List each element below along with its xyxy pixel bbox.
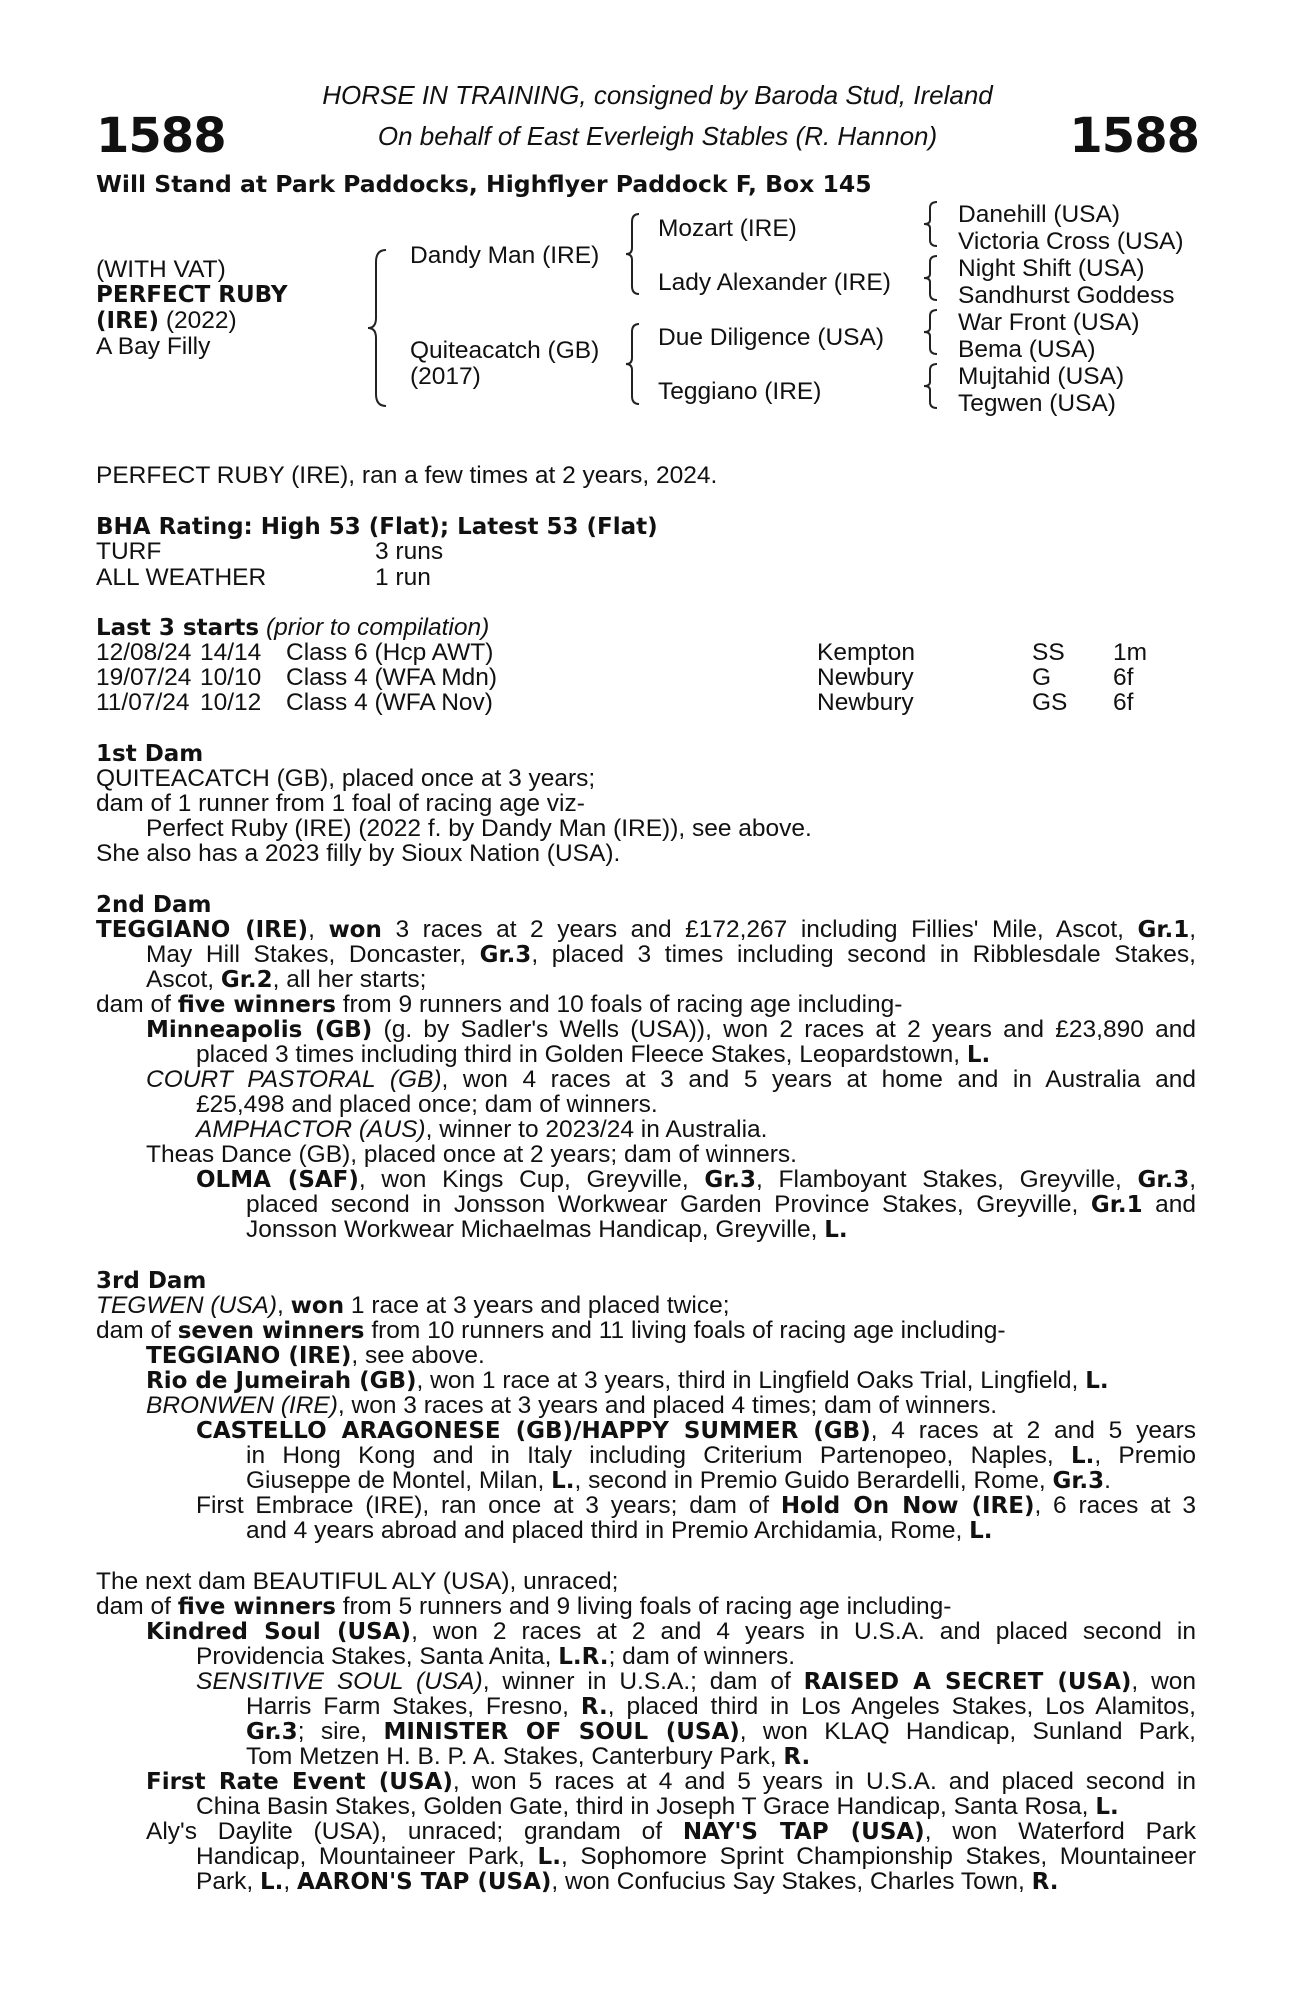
text: ,	[277, 1292, 284, 1319]
text: in Hong Kong and in Italy including Criterium Partenopeo, Naples,	[246, 1442, 1054, 1469]
text: Park,	[196, 1868, 254, 1895]
listed: L.	[966, 1042, 991, 1068]
nays-tap-line-1	[196, 1844, 1196, 1870]
text: , won Waterford Park	[924, 1818, 1197, 1845]
text: from 10 runners and 11 living foals of racing age including-	[371, 1317, 1006, 1344]
restricted: R.	[783, 1744, 811, 1770]
text: First Embrace (IRE), ran once at 3 years; dam of	[196, 1492, 770, 1519]
first-dam-line: She also has a 2023 filly by Sioux Nation (USA).	[96, 840, 621, 867]
start-position: 14/14	[200, 639, 262, 666]
text: ,	[283, 1868, 291, 1895]
pedigree-brace-sire	[624, 212, 642, 296]
listed: L.	[551, 1468, 575, 1494]
sensitive-soul-line	[196, 1669, 1196, 1695]
pedigree-sire-dam: Lady Alexander (IRE)	[658, 269, 891, 296]
rating-runs-turf: 3 runs	[375, 538, 444, 565]
minneapolis-line-2	[196, 1042, 990, 1068]
pedigree-sds: Night Shift (USA)	[958, 255, 1145, 282]
text: Giuseppe de Montel, Milan,	[246, 1467, 545, 1494]
dam-of-line	[96, 1594, 951, 1620]
theas-dance-line: Theas Dance (GB), placed once at 2 years; dam of winners.	[146, 1141, 797, 1168]
raised-secret-line-2	[246, 1719, 1196, 1745]
bronwen-line	[146, 1393, 997, 1419]
text: from 9 runners and 10 foals of racing age including-	[342, 991, 903, 1018]
horse-name: RAISED A SECRET (USA)	[803, 1669, 1132, 1695]
horse-name: First Rate Event (USA)	[146, 1769, 453, 1795]
start-date: 12/08/24	[96, 639, 192, 666]
next-dam-line: The next dam BEAUTIFUL ALY (USA), unraced;	[96, 1568, 619, 1595]
behalf-line: On behalf of East Everleigh Stables (R. Hannon)	[377, 121, 938, 151]
teggiano-ref-line	[146, 1343, 485, 1369]
first-rate-line-2	[196, 1794, 1119, 1820]
tegwen-line	[96, 1293, 730, 1319]
horse-name: PERFECT RUBY	[96, 282, 288, 308]
listed: L.	[1070, 1443, 1095, 1469]
horse-description: A Bay Filly	[96, 333, 211, 360]
dam-of-line	[96, 1318, 1006, 1344]
grade: Gr.3	[1052, 1468, 1105, 1494]
text: placed 3 times including third in Golden Fleece Stakes, Leopardstown,	[196, 1041, 961, 1068]
grade: Gr.1	[1090, 1192, 1143, 1218]
text: , Premio	[1094, 1442, 1197, 1469]
horse-name: Hold On Now (IRE)	[780, 1493, 1035, 1519]
pedigree-ssd: Victoria Cross (USA)	[958, 228, 1184, 255]
horse-name: SENSITIVE SOUL (USA)	[196, 1668, 483, 1695]
pedigree-brace-3	[922, 308, 940, 356]
text: from 5 runners and 9 living foals of racing age including-	[342, 1593, 952, 1620]
start-course: Newbury	[817, 689, 914, 716]
castello-line-3	[246, 1468, 1111, 1494]
dam-of-line	[96, 992, 902, 1018]
pedigree-dam-dam: Teggiano (IRE)	[658, 378, 822, 405]
text: , second in Premio Guido Berardelli, Rome,	[574, 1467, 1046, 1494]
listed: L.	[969, 1518, 993, 1544]
text: , 6 races at 3	[1034, 1492, 1196, 1519]
text: , 4 races at 2 and 5 years	[870, 1417, 1196, 1444]
horse-origin-year	[96, 308, 237, 334]
text: dam of	[96, 1317, 171, 1344]
first-embrace-line-2	[246, 1518, 993, 1544]
winner-count: five winners	[177, 1594, 336, 1620]
grade: Gr.2	[220, 967, 273, 993]
pedigree-sire-sire: Mozart (IRE)	[658, 215, 797, 242]
vat-label: (WITH VAT)	[96, 256, 226, 283]
rio-de-jumeirah-line	[146, 1368, 1109, 1394]
text: ; dam of winners.	[608, 1643, 796, 1670]
start-date: 19/07/24	[96, 664, 192, 691]
pedigree-dam-year: (2017)	[410, 363, 481, 390]
start-distance: 6f	[1113, 664, 1134, 691]
last-starts-note: (prior to compilation)	[265, 614, 490, 641]
castello-line-2	[246, 1443, 1196, 1469]
grade: Gr.3	[1137, 1167, 1190, 1193]
horse-name: CASTELLO ARAGONESE (GB)/HAPPY SUMMER (GB)	[196, 1418, 871, 1444]
race-summary: PERFECT RUBY (IRE), ran a few times at 2 years, 2024.	[96, 462, 718, 489]
text: .	[1104, 1467, 1111, 1494]
text: , all her starts;	[272, 966, 427, 993]
minister-soul-line	[246, 1744, 810, 1770]
start-class: Class 6 (Hcp AWT)	[286, 639, 494, 666]
first-embrace-line-1	[196, 1493, 1196, 1519]
horse-name: AARON'S TAP (USA)	[297, 1869, 552, 1895]
first-dam-heading: 1st Dam	[96, 741, 204, 767]
pedigree-sire: Dandy Man (IRE)	[410, 242, 600, 269]
first-dam-line: dam of 1 runner from 1 foal of racing age viz-	[96, 790, 585, 817]
text: 3 races at 2 years and £172,267 including Fillies' Mile, Ascot,	[395, 916, 1124, 943]
listed: L.	[260, 1869, 284, 1895]
restricted: R.	[1031, 1869, 1059, 1895]
text: ; sire,	[297, 1718, 368, 1745]
text: , placed 3 times including second in Ribblesdale Stakes,	[531, 941, 1196, 968]
nays-tap-line-2	[196, 1869, 1059, 1895]
grade: Gr.1	[1137, 917, 1190, 943]
text: dam of	[96, 991, 171, 1018]
pedigree-dsd: Bema (USA)	[958, 336, 1096, 363]
horse-name: AMPHACTOR (AUS)	[196, 1116, 426, 1143]
start-position: 10/10	[200, 664, 262, 691]
pedigree-brace-2	[922, 254, 940, 302]
horse-name: TEGGIANO (IRE)	[146, 1343, 352, 1369]
rating-runs-aw: 1 run	[375, 564, 431, 591]
text: Aly's Daylite (USA), unraced; grandam of	[146, 1818, 663, 1845]
text: , winner to 2023/24 in Australia.	[425, 1116, 768, 1143]
pedigree-brace-4	[922, 362, 940, 410]
text: , won Kings Cup, Greyville,	[358, 1166, 689, 1193]
listed: L.	[537, 1844, 561, 1870]
winner-count: seven winners	[177, 1318, 365, 1344]
court-pastoral-line-2: £25,498 and placed once; dam of winners.	[196, 1091, 658, 1118]
text: and 4 years abroad and placed third in Premio Archidamia, Rome,	[246, 1517, 963, 1544]
last-starts-heading	[96, 615, 489, 641]
rating-surface-aw: ALL WEATHER	[96, 564, 267, 591]
text: , won 2 races at 2 and 4 years in U.S.A. and placed second in	[411, 1618, 1196, 1645]
horse-name: OLMA (SAF)	[196, 1167, 359, 1193]
text: , won 3 races at 3 years and placed 4 times; dam of winners.	[337, 1392, 998, 1419]
text: ,	[1189, 916, 1197, 943]
start-distance: 1m	[1113, 639, 1148, 666]
start-course: Newbury	[817, 664, 914, 691]
text: May Hill Stakes, Doncaster,	[146, 941, 466, 968]
lot-number-left: 1588	[96, 108, 226, 164]
third-dam-heading: 3rd Dam	[96, 1268, 207, 1294]
text: Handicap, Mountaineer Park,	[196, 1843, 525, 1870]
second-dam-heading: 2nd Dam	[96, 892, 212, 918]
horse-name: Kindred Soul (USA)	[146, 1619, 412, 1645]
teggiano-line-3	[146, 967, 426, 993]
pedigree-sdd: Sandhurst Goddess	[958, 282, 1175, 309]
last-starts-title: Last 3 starts	[96, 615, 260, 641]
listed: L.R.	[558, 1644, 609, 1670]
text: , see above.	[351, 1342, 485, 1369]
text: , won	[1131, 1668, 1197, 1695]
alys-daylite-line	[146, 1819, 1196, 1845]
olma-line-2	[246, 1192, 1196, 1218]
pedigree-brace-1	[922, 200, 940, 248]
start-date: 11/07/24	[96, 689, 190, 716]
text: , winner in U.S.A.; dam of	[482, 1668, 791, 1695]
pedigree-brace-main	[366, 248, 390, 408]
amphactor-line	[196, 1117, 767, 1143]
pedigree-ddd: Tegwen (USA)	[958, 390, 1116, 417]
text: placed second in Jonsson Workwear Garden Province Stakes, Greyville,	[246, 1191, 1079, 1218]
grade: Gr.3	[246, 1719, 298, 1745]
listed: L.	[1095, 1794, 1119, 1820]
won-word: won	[290, 1293, 345, 1319]
pedigree-sss: Danehill (USA)	[958, 201, 1121, 228]
start-going: G	[1032, 664, 1052, 691]
kindred-soul-line-1	[146, 1619, 1196, 1645]
text: , placed third in Los Angeles Stakes, Los Alamitos,	[607, 1693, 1196, 1720]
text: ,	[1189, 1166, 1197, 1193]
raised-secret-line-1	[246, 1694, 1196, 1720]
text: 1 race at 3 years and placed twice;	[350, 1292, 730, 1319]
text: dam of	[96, 1593, 171, 1620]
text: Jonsson Workwear Michaelmas Handicap, Greyville,	[246, 1216, 818, 1243]
text: China Basin Stakes, Golden Gate, third in Joseph T Grace Handicap, Santa Rosa,	[196, 1793, 1089, 1820]
horse-name: NAY'S TAP (USA)	[682, 1819, 925, 1845]
lot-number-right: 1588	[1069, 108, 1199, 164]
first-dam-line: QUITEACATCH (GB), placed once at 3 years;	[96, 765, 596, 792]
start-going: GS	[1032, 689, 1068, 716]
horse-name: TEGWEN (USA)	[96, 1292, 278, 1319]
kindred-soul-line-2	[196, 1644, 795, 1670]
horse-country: (IRE)	[96, 308, 160, 334]
horse-name: BRONWEN (IRE)	[146, 1392, 338, 1419]
grade: Gr.3	[479, 942, 532, 968]
text: , won 4 races at 3 and 5 years at home and in Australia and	[441, 1066, 1196, 1093]
text: , won 5 races at 4 and 5 years in U.S.A. and placed second in	[452, 1768, 1196, 1795]
teggiano-name: TEGGIANO (IRE)	[96, 917, 309, 943]
start-distance: 6f	[1113, 689, 1134, 716]
castello-line-1	[196, 1418, 1196, 1444]
teggiano-line-1: TEGGIANO (IRE), won 3 races at 2 years and £172,267 including Fillies' Mile, Ascot, Gr.1,	[96, 916, 1197, 943]
text: , won 1 race at 3 years, third in Lingfield Oaks Trial, Lingfield,	[416, 1367, 1079, 1394]
grade: Gr.3	[704, 1167, 757, 1193]
first-dam-line: Perfect Ruby (IRE) (2022 f. by Dandy Man (IRE)), see above.	[146, 815, 812, 842]
horse-name: MINISTER OF SOUL (USA)	[383, 1719, 740, 1745]
first-rate-line-1	[146, 1769, 1196, 1795]
horse-name: Minneapolis (GB)	[146, 1017, 373, 1043]
winner-count: five winners	[177, 992, 336, 1018]
won-word: won	[328, 917, 382, 943]
text: Tom Metzen H. B. P. A. Stakes, Canterbury Park,	[246, 1743, 777, 1770]
pedigree-dam-sire: Due Diligence (USA)	[658, 324, 885, 351]
listed: L.	[824, 1217, 848, 1243]
consignor-line: HORSE IN TRAINING, consigned by Baroda Stud, Ireland	[322, 80, 993, 110]
olma-line-1	[196, 1167, 1196, 1193]
horse-name: Rio de Jumeirah (GB)	[146, 1368, 417, 1394]
start-class: Class 4 (WFA Nov)	[286, 689, 493, 716]
court-pastoral-line-1	[146, 1067, 1196, 1093]
pedigree-dds: Mujtahid (USA)	[958, 363, 1125, 390]
stand-location: Will Stand at Park Paddocks, Highflyer Paddock F, Box 145	[96, 170, 872, 198]
teggiano-line-2	[146, 942, 1196, 968]
bha-rating: BHA Rating: High 53 (Flat); Latest 53 (Flat)	[96, 514, 658, 540]
start-course: Kempton	[817, 639, 916, 666]
text: , Sophomore Sprint Championship Stakes, Mountaineer	[560, 1843, 1196, 1870]
text: , won Confucius Say Stakes, Charles Town,	[551, 1868, 1025, 1895]
listed: L.	[1085, 1368, 1109, 1394]
text: (g. by Sadler's Wells (USA)), won 2 races at 2 years and £23,890 and	[383, 1016, 1196, 1043]
minneapolis-line-1	[146, 1017, 1196, 1043]
text: Providencia Stakes, Santa Anita,	[196, 1643, 552, 1670]
pedigree-dss: War Front (USA)	[958, 309, 1140, 336]
start-going: SS	[1032, 639, 1065, 666]
pedigree-brace-dam	[624, 322, 642, 406]
start-position: 10/12	[200, 689, 262, 716]
horse-year: (2022)	[165, 307, 237, 334]
text: and	[1155, 1191, 1196, 1218]
text: Harris Farm Stakes, Fresno,	[246, 1693, 569, 1720]
restricted: R.	[580, 1694, 608, 1720]
text: Ascot,	[146, 966, 215, 993]
text: , Flamboyant Stakes, Greyville,	[756, 1166, 1122, 1193]
text: , won KLAQ Handicap, Sunland Park,	[739, 1718, 1196, 1745]
horse-name: COURT PASTORAL (GB)	[146, 1066, 442, 1093]
rating-surface-turf: TURF	[96, 538, 162, 565]
start-class: Class 4 (WFA Mdn)	[286, 664, 498, 691]
olma-line-3	[246, 1217, 848, 1243]
pedigree-dam: Quiteacatch (GB)	[410, 337, 600, 364]
